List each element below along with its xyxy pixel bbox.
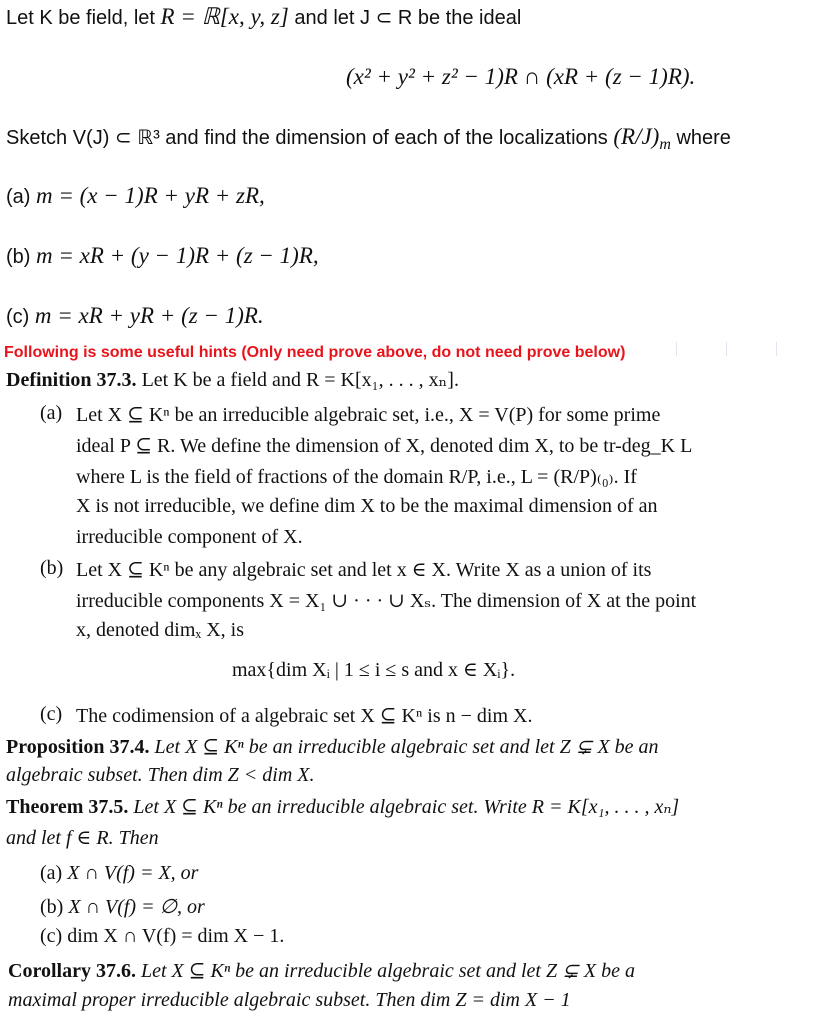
corollary-title: Corollary 37.6. bbox=[8, 960, 136, 982]
problem-intro bbox=[6, 4, 521, 30]
definition-a-label: (a) bbox=[40, 402, 63, 424]
theorem-item-label: (a) bbox=[40, 862, 63, 884]
theorem-item bbox=[40, 894, 205, 919]
task-prefix: Sketch V(J) ⊂ ℝ³ and find the dimension of each of the localizations bbox=[6, 127, 608, 149]
task-math: (R/J) bbox=[613, 124, 660, 149]
definition-a-line: where L is the field of fractions of the domain R/P, i.e., L = (R/P)₍₀₎. If bbox=[76, 466, 637, 488]
definition-title: Definition 37.3. bbox=[6, 369, 137, 391]
definition-header bbox=[6, 367, 459, 392]
intro-ring: R = ℝ[x, y, z] bbox=[160, 4, 289, 29]
definition-a-line: ideal P ⊆ R. We define the dimension of X, denoted dim X, to be tr-deg_K L bbox=[76, 435, 693, 457]
part-a bbox=[6, 183, 265, 209]
theorem-item bbox=[40, 862, 198, 885]
theorem-item-text: X ∩ V(f) = X, or bbox=[67, 862, 199, 884]
theorem-title: Theorem 37.5. bbox=[6, 796, 129, 818]
proposition-text: Let X ⊆ Kⁿ be an irreducible algebraic set and let Z ⊊ X be an bbox=[154, 736, 659, 758]
corollary-line bbox=[8, 958, 635, 983]
intro-prefix: Let K be field, let bbox=[6, 7, 155, 29]
definition-b-line: x, denoted dimₓ X, is bbox=[76, 619, 245, 641]
definition-b-display: max{dim Xᵢ | 1 ≤ i ≤ s and x ∈ Xᵢ}. bbox=[232, 659, 516, 681]
intro-suffix: and let J ⊂ R be the ideal bbox=[294, 7, 522, 29]
theorem-line bbox=[6, 794, 679, 819]
problem-task bbox=[6, 124, 731, 154]
definition-c-text: The codimension of a algebraic set X ⊆ Kⁿ is n − dim X. bbox=[76, 705, 533, 727]
theorem-item-text: dim X ∩ V(f) = dim X − 1. bbox=[67, 925, 285, 947]
definition-intro: Let K be a field and R = K[x₁, . . . , xₙ]. bbox=[141, 369, 459, 391]
theorem-item-label: (c) bbox=[40, 925, 63, 947]
definition-a-line: Let X ⊆ Kⁿ be an irreducible algebraic set, i.e., X = V(P) for some prime bbox=[76, 404, 661, 426]
task-sub: m bbox=[659, 136, 671, 153]
part-b-formula: m = xR + (y − 1)R + (z − 1)R, bbox=[36, 243, 319, 268]
definition-a-line: X is not irreducible, we define dim X to be the maximal dimension of an bbox=[76, 495, 658, 517]
definition-b-label: (b) bbox=[40, 557, 64, 579]
theorem-item bbox=[40, 925, 284, 948]
part-a-label: (a) bbox=[6, 186, 31, 208]
ideal-display: (x² + y² + z² − 1)R ∩ (xR + (z − 1)R). bbox=[346, 64, 696, 89]
corollary-line-2: maximal proper irreducible algebraic subset. Then dim Z = dim X − 1 bbox=[8, 989, 571, 1011]
part-b bbox=[6, 243, 319, 269]
theorem-item-text: X ∩ V(f) = ∅, or bbox=[68, 896, 205, 918]
theorem-text: Let X ⊆ Kⁿ be an irreducible algebraic set. Write R = K[x₁, . . . , xₙ] bbox=[133, 796, 680, 818]
definition-b-line: Let X ⊆ Kⁿ be any algebraic set and let x ∈ X. Write X as a union of its bbox=[76, 559, 652, 581]
theorem-item-label: (b) bbox=[40, 896, 64, 918]
proposition-line-2: algebraic subset. Then dim Z < dim X. bbox=[6, 764, 315, 786]
proposition-line bbox=[6, 734, 659, 759]
definition-a-line: irreducible component of X. bbox=[76, 526, 303, 548]
part-c-label: (c) bbox=[6, 306, 30, 328]
proposition-title: Proposition 37.4. bbox=[6, 736, 150, 758]
part-b-label: (b) bbox=[6, 246, 31, 268]
part-c-formula: m = xR + yR + (z − 1)R. bbox=[34, 303, 264, 328]
hint-banner: Following is some useful hints (Only need prove above, do not need prove below) bbox=[4, 344, 626, 361]
part-c bbox=[6, 303, 264, 329]
task-suffix: where bbox=[676, 127, 731, 149]
definition-b-line: irreducible components X = X₁ ∪ · · · ∪ Xₛ. The dimension of X at the point bbox=[76, 590, 697, 612]
theorem-line-2: and let f ∈ R. Then bbox=[6, 827, 159, 849]
part-a-formula: m = (x − 1)R + yR + zR, bbox=[36, 183, 265, 208]
definition-c-label: (c) bbox=[40, 703, 63, 725]
corollary-text: Let X ⊆ Kⁿ be an irreducible algebraic set and let Z ⊊ X be a bbox=[140, 960, 635, 982]
